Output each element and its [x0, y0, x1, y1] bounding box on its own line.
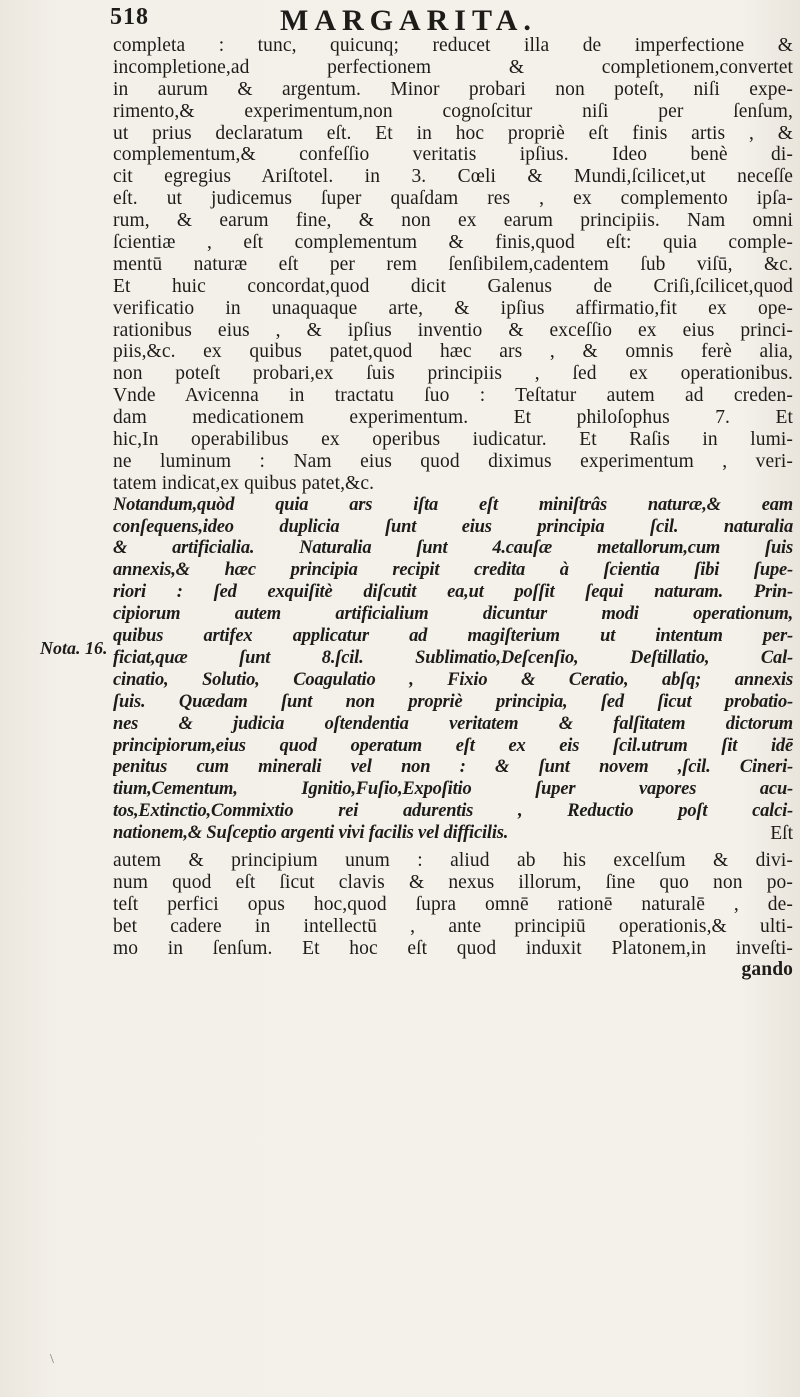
text-line: Et huic concordat,quod dicit Galenus de Criſi,ſcilicet,quod — [113, 275, 793, 297]
text-line: completa : tunc, quicunq; reducet illa de imperfectione & — [113, 35, 793, 56]
text-line: annexis,& hæc principia recipit credita à ſcientia ſibi ſupe- — [113, 560, 793, 581]
text-line: non poteſt probari,ex ſuis principiis , ſed ex operationibus. — [113, 363, 793, 385]
text-line: piis,&c. ex quibus patet,quod hæc ars , & omnis ferè alia, — [113, 341, 793, 363]
text-line: mo in ſenſum. Et hoc eſt quod induxit Platonem,in inveſti- — [113, 937, 793, 959]
text-line: num quod eſt ſicut clavis & nexus illorum, ſine quo non po- — [113, 871, 793, 893]
text-line: & artificialia. Naturalia ſunt 4.cauſæ metallorum,cum ſuis — [113, 538, 793, 559]
page-mark: \ — [50, 1352, 54, 1367]
text-line: cit egregius Ariſtotel. in 3. Cœli & Mundi,ſcilicet,ut neceſſe — [113, 166, 793, 188]
page-header — [110, 4, 670, 37]
catchword: gando — [741, 959, 793, 981]
text-line: cinatio, Solutio, Coagulatio , Fixio & Ceratio, abſq; annexis — [113, 669, 793, 690]
text-line: ſuis. Quædam ſunt non propriè principia, ſed ſicut probatio- — [113, 691, 793, 712]
text-line: verificatio in unaquaque arte, & ipſius affirmatio,fit ex ope- — [113, 297, 793, 319]
text-line: conſequens,ideo duplicia ſunt eius principia ſcil. naturalia — [113, 516, 793, 537]
main-text — [113, 35, 793, 981]
text-line: teſt perfici opus hoc,quod ſupra omnē rationē naturalē , de- — [113, 893, 793, 915]
text-line: rum, & earum fine, & non ex earum principiis. Nam omni — [113, 210, 793, 232]
text-line: riori : ſed exquiſitè diſcutit ea,ut poſſit ſequi naturam. Prin- — [113, 582, 793, 603]
text-line: ſcientiæ , eſt complementum & finis,quod eſt: quia comple- — [113, 232, 793, 254]
page-number: 518 — [110, 4, 149, 30]
text-line: in aurum & argentum. Minor probari non poteſt, niſi expe- — [113, 78, 793, 100]
roman-paragraph — [113, 35, 793, 495]
text-line: rationibus eius , & ipſius inventio & exceſſio ex eius princi- — [113, 319, 793, 341]
text-line: autem & principium unum : aliud ab his excelſum & divi- — [113, 849, 793, 871]
text-line: Notandum,quòd quia ars iſta eſt miniſtrâs naturæ,& eam — [113, 494, 793, 515]
text-line: nationem,& Suſceptio argenti vivi facilis vel difficilis. — [113, 823, 509, 844]
text-line: cipiorum autem artificialium dicuntur modi operationum, — [113, 604, 793, 625]
text-line: ne luminum : Nam eius quod diximus experimentum , veri- — [113, 450, 793, 472]
text-line: penitus cum minerali vel non : & ſunt novem ,ſcil. Cineri- — [113, 757, 793, 778]
text-line: incompletione,ad perfectionem & completionem,convertet — [113, 56, 793, 78]
text-line: quibus artifex applicatur ad magiſterium ut intentum per- — [113, 626, 793, 647]
text-line: Vnde Avicenna in tractatu ſuo : Teſtatur autem ad creden- — [113, 385, 793, 407]
text-line: ficiat,quæ ſunt 8.ſcil. Sublimatio,Deſcenſio, Deſtillatio, Cal- — [113, 647, 793, 668]
text-line: principiorum,eius quod operatum eſt ex eis ſcil.utrum ſit idē — [113, 735, 793, 756]
margin-note: Nota. 16. — [40, 638, 108, 658]
text-line: dam medicationem experimentum. Et philoſophus 7. Et — [113, 407, 793, 429]
text-line: rimento,& experimentum,non cognoſcitur niſi per ſenſum, — [113, 100, 793, 122]
text-line: hic,In operabilibus ex operibus iudicatur. Et Raſis in lumi- — [113, 429, 793, 451]
italic-note-paragraph — [113, 495, 793, 850]
text-line: bet cadere in intellectū , ante principiū operationis,& ulti- — [113, 915, 793, 937]
closing-lead: Eſt — [770, 823, 793, 845]
text-line: tos,Extinctio,Commixtio rei adurentis , Reductio poſt calci- — [113, 801, 793, 822]
text-line: mentū naturæ eſt per rem ſenſibilem,cadentem ſub viſū, &c. — [113, 253, 793, 275]
text-line: tatem indicat,ex quibus patet,&c. — [113, 472, 375, 494]
text-line: complementum,& confeſſio veritatis ipſius. Ideo benè di- — [113, 144, 793, 166]
text-line: tium,Cementum, Ignitio,Fuſio,Expoſitio ſuper vapores acu- — [113, 779, 793, 800]
closing-paragraph — [113, 850, 793, 981]
running-title: MARGARITA. — [280, 4, 537, 37]
text-line: eſt. ut judicemus ſuper quaſdam res , ex complemento ipſa- — [113, 188, 793, 210]
text-line: ut prius declaratum eſt. Et in hoc propriè eſt finis artis , & — [113, 122, 793, 144]
text-line: nes & judicia oſtendentia veritatem & falſitatem dictorum — [113, 713, 793, 734]
